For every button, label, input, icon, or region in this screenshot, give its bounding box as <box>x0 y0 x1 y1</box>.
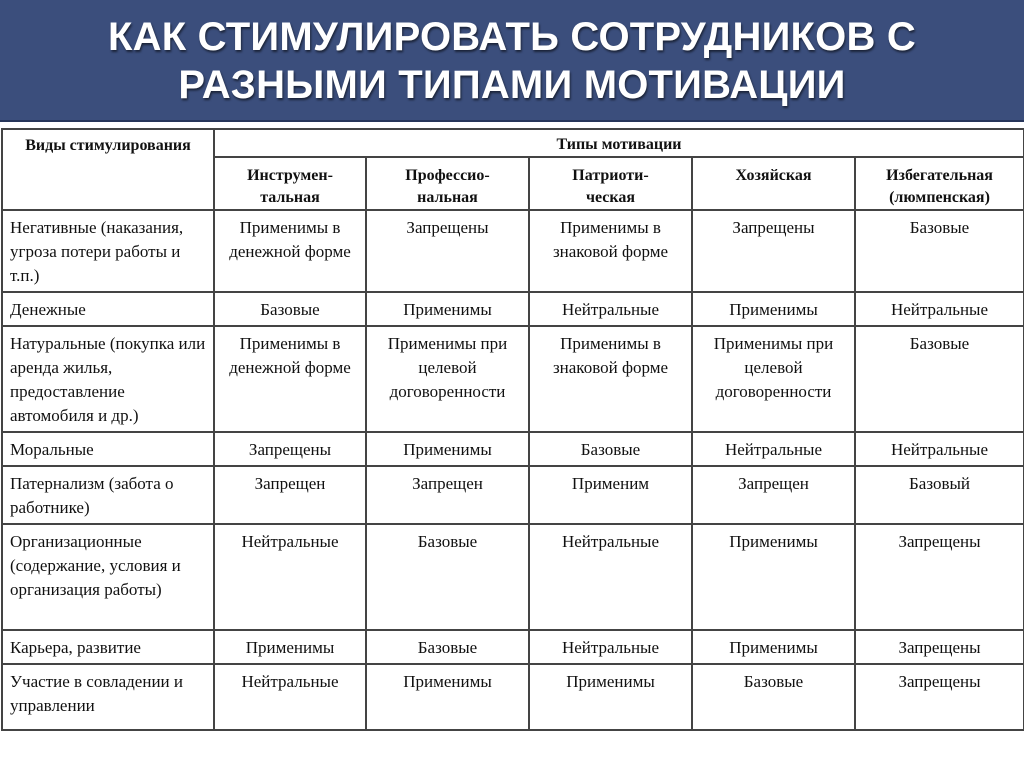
table-header-row <box>2 129 1024 157</box>
table-cell: Базовые <box>366 630 529 664</box>
title-line-1: КАК СТИМУЛИРОВАТЬ СОТРУДНИКОВ С <box>108 15 916 59</box>
table-cell: Нейтральные <box>529 292 692 326</box>
table-cell: Применимы <box>692 292 855 326</box>
table-cell: Запрещены <box>855 524 1024 630</box>
table-cell: Применимы <box>366 664 529 730</box>
table-cell: Запрещен <box>366 466 529 524</box>
table-cell: Применимы в денежной форме <box>214 326 366 432</box>
table-cell: Применимы <box>366 292 529 326</box>
table-cell: Запрещен <box>692 466 855 524</box>
table-cell: Применимы в знаковой форме <box>529 210 692 292</box>
table-cell: Применимы <box>366 432 529 466</box>
corner-header: Виды стимулирования <box>2 129 214 210</box>
column-header: Профессио-нальная <box>366 157 529 210</box>
table-row <box>2 630 1024 664</box>
table-cell: Запрещены <box>855 630 1024 664</box>
table-cell: Применимы <box>529 664 692 730</box>
table-cell: Запрещены <box>366 210 529 292</box>
title-banner <box>0 0 1024 122</box>
row-label: Карьера, развитие <box>2 630 214 664</box>
table-cell: Нейтральные <box>214 524 366 630</box>
table-cell: Нейтральные <box>855 292 1024 326</box>
table-cell: Нейтральные <box>855 432 1024 466</box>
column-header: Избегательная (люмпенская) <box>855 157 1024 210</box>
table-cell: Применимы <box>692 524 855 630</box>
table-cell: Применимы при целевой договоренности <box>692 326 855 432</box>
row-label: Участие в совладении и управлении <box>2 664 214 730</box>
table-cell: Запрещены <box>692 210 855 292</box>
column-header: Инструмен-тальная <box>214 157 366 210</box>
table-cell: Нейтральные <box>529 524 692 630</box>
row-label: Денежные <box>2 292 214 326</box>
table-row <box>2 466 1024 524</box>
table-cell: Запрещены <box>855 664 1024 730</box>
table-cell: Запрещен <box>214 466 366 524</box>
table-cell: Базовые <box>692 664 855 730</box>
row-label: Негативные (наказания, угроза потери работы и т.п.) <box>2 210 214 292</box>
row-label: Моральные <box>2 432 214 466</box>
column-header: Хозяйская <box>692 157 855 210</box>
table-cell: Нейтральные <box>214 664 366 730</box>
title-line-2: РАЗНЫМИ ТИПАМИ МОТИВАЦИИ <box>178 63 846 107</box>
table-cell: Базовые <box>529 432 692 466</box>
table-row <box>2 292 1024 326</box>
column-header: Патриоти-ческая <box>529 157 692 210</box>
table-cell: Базовые <box>855 326 1024 432</box>
table-row <box>2 524 1024 630</box>
table-cell: Запрещены <box>214 432 366 466</box>
table-cell: Нейтральные <box>529 630 692 664</box>
table-cell: Применим <box>529 466 692 524</box>
table-cell: Применимы в знаковой форме <box>529 326 692 432</box>
table-cell: Применимы <box>692 630 855 664</box>
table-cell: Применимы <box>214 630 366 664</box>
table-cell: Базовые <box>214 292 366 326</box>
row-label: Натуральные (покупка или аренда жилья, предоставление автомобиля и др.) <box>2 326 214 432</box>
table-row <box>2 664 1024 730</box>
motivation-table <box>1 128 1024 731</box>
table-row <box>2 326 1024 432</box>
table-cell: Базовые <box>855 210 1024 292</box>
row-label: Организационные (содержание, условия и организация работы) <box>2 524 214 630</box>
table-row <box>2 210 1024 292</box>
table-cell: Применимы в денежной форме <box>214 210 366 292</box>
row-label: Патернализм (забота о работнике) <box>2 466 214 524</box>
table-row <box>2 432 1024 466</box>
table-cell: Базовый <box>855 466 1024 524</box>
table-cell: Нейтральные <box>692 432 855 466</box>
table-cell: Применимы при целевой договоренности <box>366 326 529 432</box>
table-cell: Базовые <box>366 524 529 630</box>
group-header: Типы мотивации <box>214 129 1024 157</box>
